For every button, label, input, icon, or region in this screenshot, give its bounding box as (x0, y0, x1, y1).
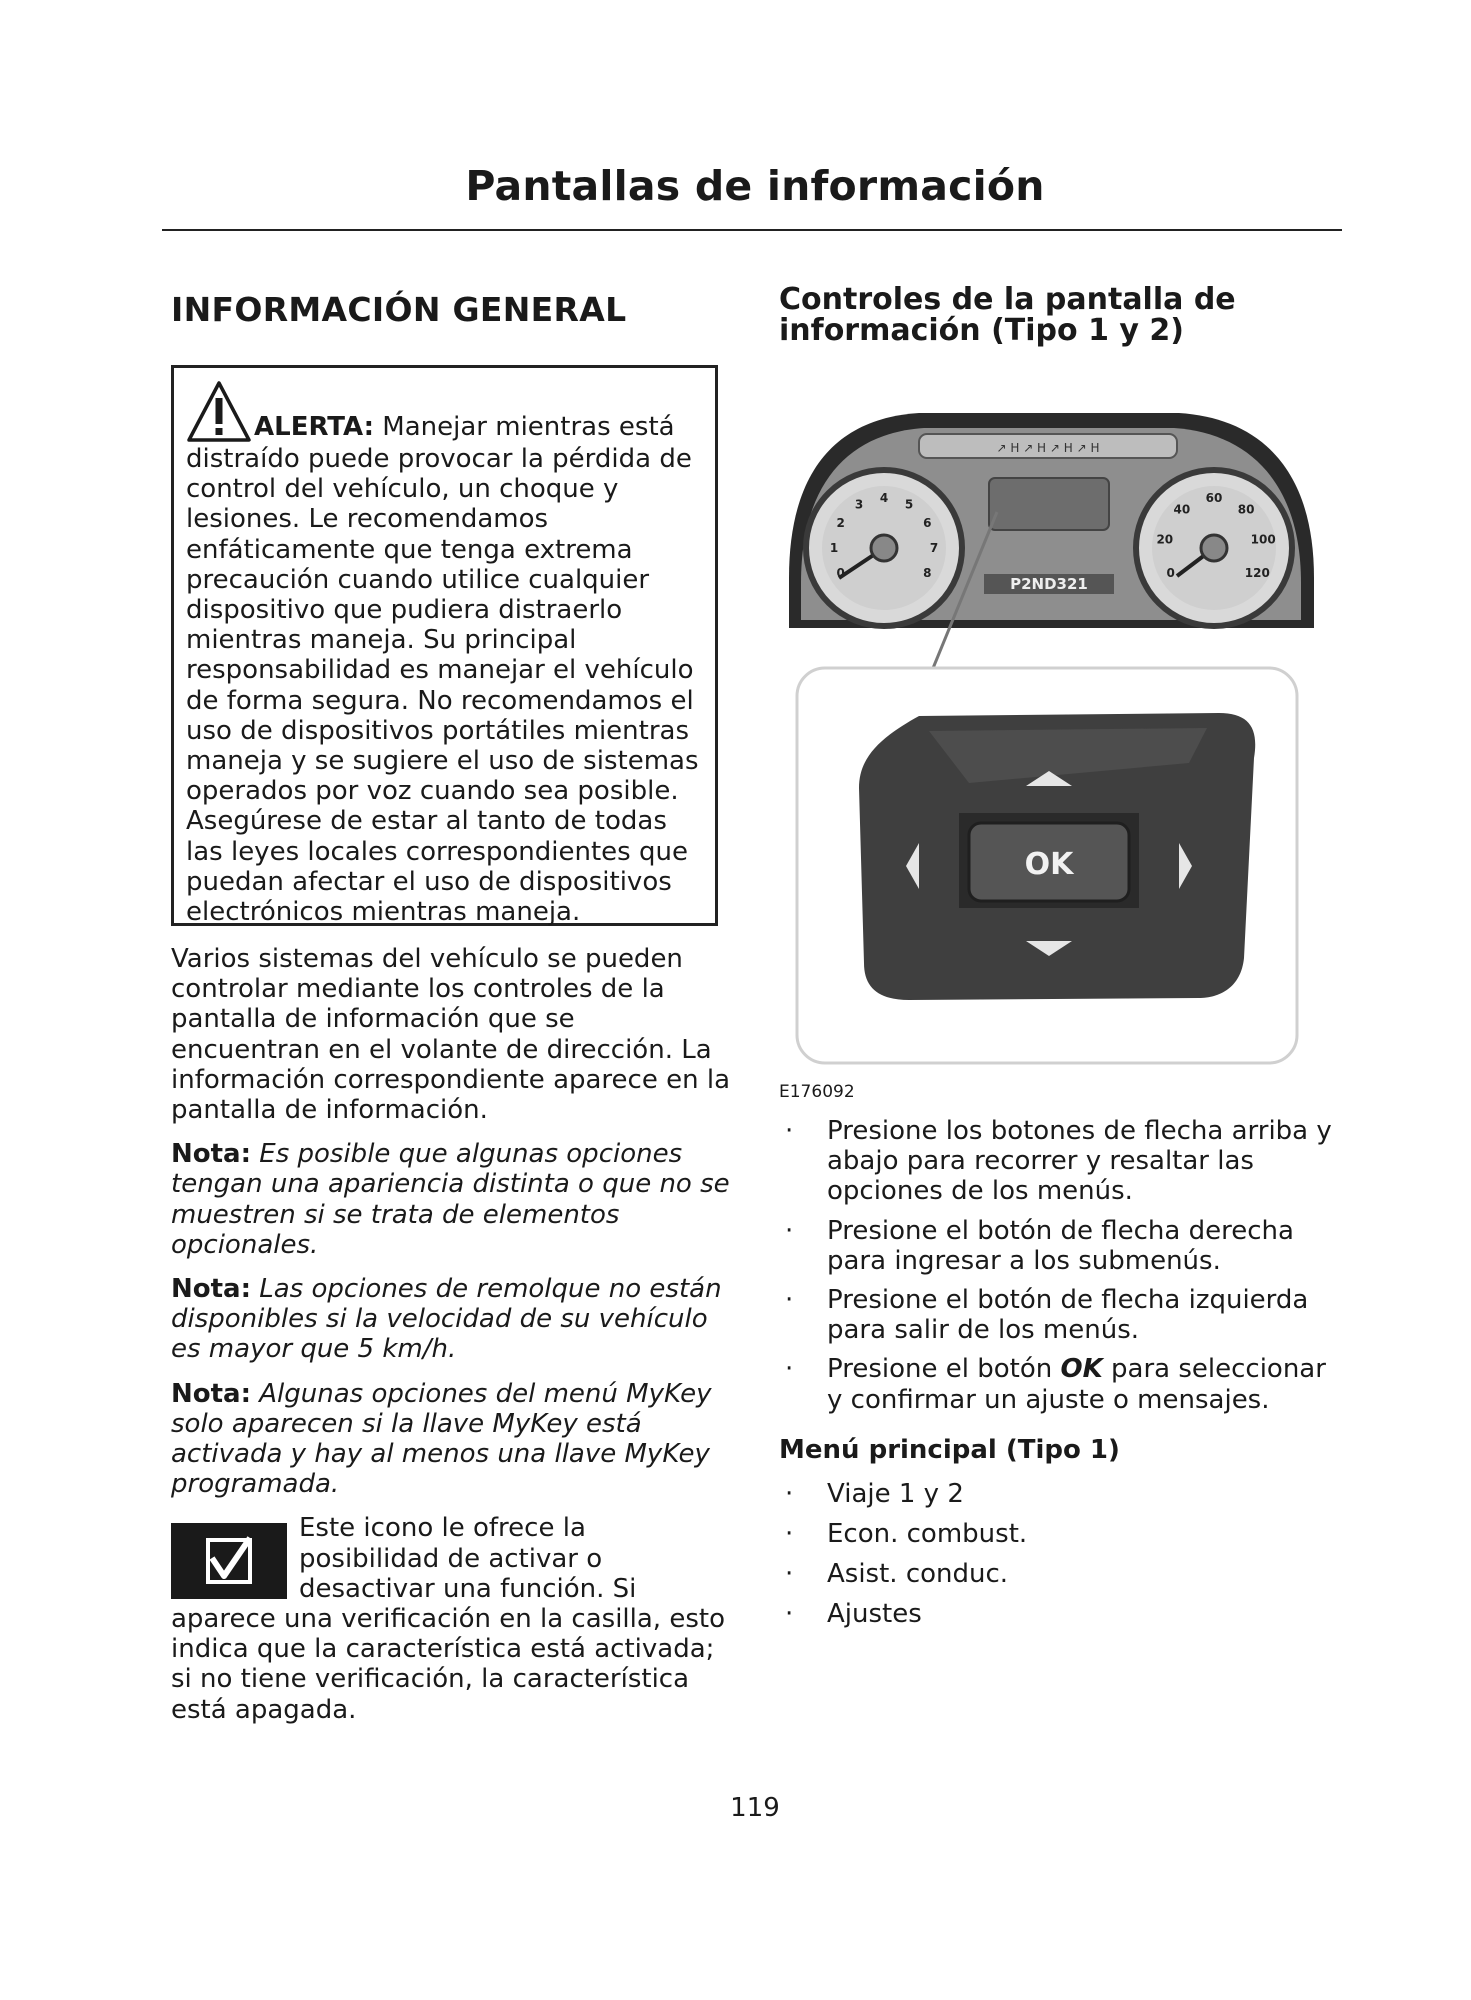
page-title: Pantallas de información (465, 162, 1045, 210)
note-3-label: Nota: (171, 1378, 251, 1409)
tach-label: 4 (879, 491, 889, 505)
list-item: · Viaje 1 y 2 (785, 1478, 964, 1509)
right-column (779, 280, 1339, 1640)
note-2 (171, 1274, 731, 1365)
left-column (171, 280, 731, 1725)
alert-first-line (254, 412, 675, 444)
speed-label: 20 (1156, 532, 1174, 547)
alert-label: ALERTA: (254, 412, 375, 442)
speed-label: 80 (1237, 502, 1255, 517)
tach-label: 7 (929, 541, 939, 555)
note-2-label: Nota: (171, 1274, 251, 1305)
list-item: · Presione los botones de flecha arriba y abajo para recorrer y resaltar las opciones de los menús. (785, 1116, 1332, 1207)
alert-first-text: Manejar mientras está (382, 412, 675, 442)
checkbox-icon (171, 1523, 287, 1599)
instrument-cluster-figure (779, 398, 1319, 1098)
tach-label: 0 (836, 566, 845, 580)
ok-button-label: OK (1024, 847, 1074, 882)
menu-title: Menú principal (Tipo 1) (779, 1434, 1120, 1465)
note-1 (171, 1139, 731, 1260)
svg-text:↗ H ↗ H ↗ H ↗ H: ↗ H ↗ H ↗ H ↗ H (996, 441, 1100, 455)
figure-code: E176092 (779, 1082, 855, 1102)
gear-indicator: P2ND321 (1010, 575, 1088, 593)
header-rule (162, 229, 1342, 231)
note-3-text: Algunas opciones del menú MyKey solo aparecen si la llave MyKey está activada y hay al menos una llave MyKey programada. (171, 1378, 712, 1500)
speed-label: 120 (1244, 566, 1270, 580)
menu-list (779, 1479, 1339, 1630)
note-1-label: Nota: (171, 1139, 251, 1170)
alert-body: distraído puede provocar la pérdida de control del vehículo, un choque y lesiones. Le recomendamos enfáticamente que tenga extrema precaución cuando utilice cualquier dispositivo que pudiera distraerlo mientras maneja. Su principal responsabilidad es manejar el vehículo de forma segura. No recomendamos el uso de dispositivos portátiles mientras maneja y se sugiere el uso de sistemas operados por voz cuando sea posible. Asegúrese de estar al tanto de todas las leyes locales correspondientes que puedan afectar el uso de dispositivos electrónicos mientras maneja. (186, 444, 699, 928)
list-item: · Ajustes (785, 1599, 922, 1630)
controls-list (779, 1116, 1339, 1415)
list-item: · Presione el botón OK para seleccionar y confirmar un ajuste o mensajes. (785, 1354, 1326, 1415)
tach-label: 3 (854, 497, 864, 512)
speed-label: 0 (1166, 566, 1175, 580)
note-1-text: Es posible que algunas opciones tengan una apariencia distinta o que no se muestren si se trata de elementos opcionales. (171, 1139, 730, 1260)
list-item: · Presione el botón de flecha izquierda para salir de los menús. (785, 1285, 1309, 1346)
tach-label: 5 (904, 497, 914, 512)
controls-subtitle: Controles de la pantalla de información (Tipo 1 y 2) (779, 282, 1236, 348)
section-title: INFORMACIÓN GENERAL (171, 290, 627, 329)
tach-label: 6 (923, 516, 932, 530)
checkbox-text: Este icono le ofrece la posibilidad de activar o desactivar una función. Si aparece una verificación en la casilla, esto indica que la característica está activada; si no tiene verificación, la característica está apagada. (171, 1513, 725, 1725)
tach-label: 8 (923, 566, 932, 580)
note-2-text: Las opciones de remolque no están disponibles si la velocidad de su vehículo es mayor que 5 km/h. (171, 1274, 722, 1365)
alert-box (171, 365, 718, 926)
speed-label: 100 (1250, 532, 1276, 547)
tach-label: 1 (829, 541, 839, 555)
speed-label: 60 (1205, 491, 1223, 505)
warning-icon (186, 380, 252, 444)
speed-label: 40 (1173, 502, 1191, 517)
alert-head (186, 376, 707, 444)
list-item: · Asist. conduc. (785, 1559, 1009, 1590)
checkbox-explanation (171, 1513, 731, 1724)
list-item: · Presione el botón de flecha derecha para ingresar a los submenús. (785, 1215, 1294, 1276)
page-number: 119 (730, 1793, 780, 1823)
tach-label: 2 (836, 516, 845, 530)
intro-paragraph: Varios sistemas del vehículo se pueden controlar mediante los controles de la pantalla de información que se encuentran en el volante de dirección. La información correspondiente aparece en la pantalla de información. (171, 944, 730, 1126)
list-item: · Econ. combust. (785, 1519, 1028, 1550)
note-3 (171, 1379, 731, 1500)
